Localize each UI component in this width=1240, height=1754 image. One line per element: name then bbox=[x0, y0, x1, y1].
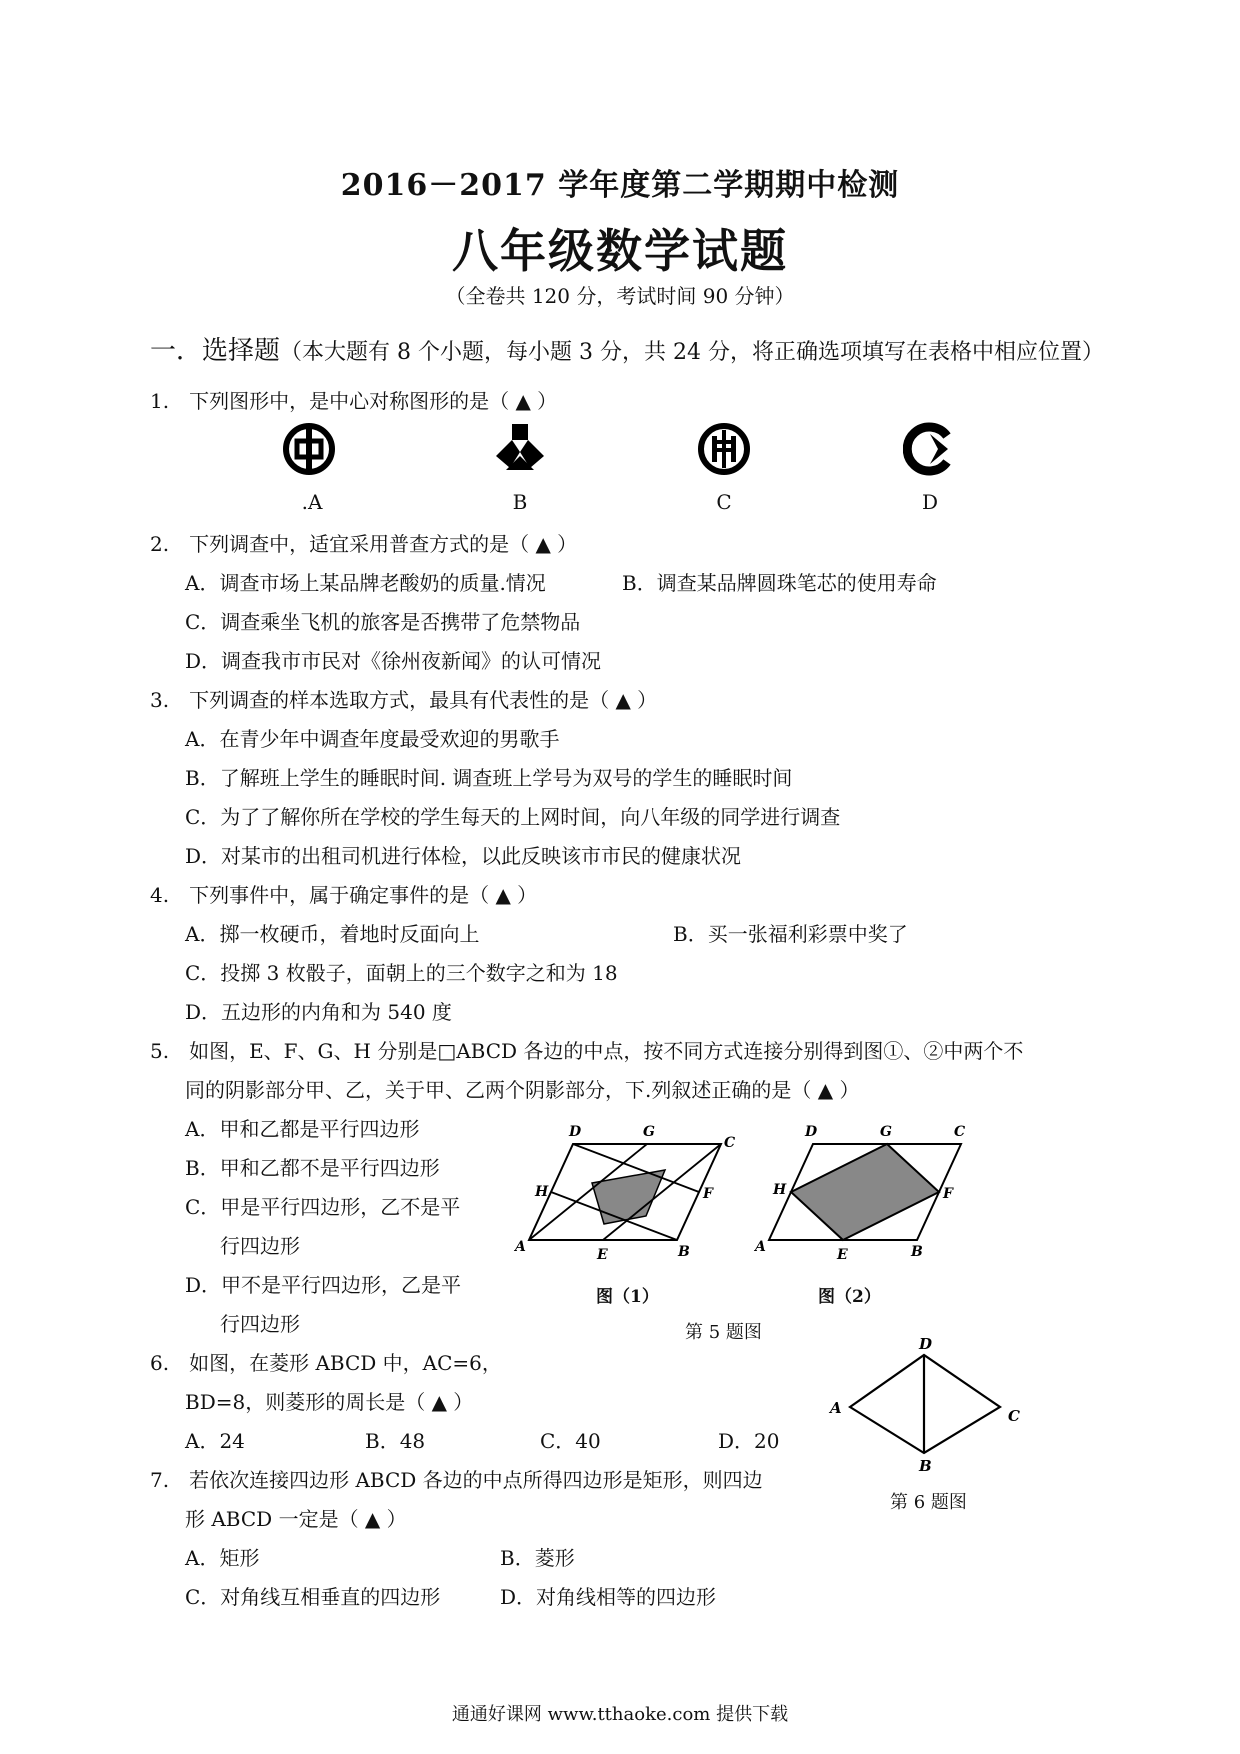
q2-option-b: B．调查某品牌圆珠笔芯的使用寿命 bbox=[622, 571, 937, 595]
q5-option-c-line1: C．甲是平行四边形，乙不是平 bbox=[185, 1195, 461, 1219]
q4-option-d: D．五边形的内角和为 540 度 bbox=[185, 1000, 452, 1024]
q4-option-b: B．买一张福利彩票中奖了 bbox=[673, 922, 908, 946]
q1-stem: 1. 下列图形中，是中心对称图形的是（ ▲ ） bbox=[150, 389, 558, 413]
fig6-point-a: A bbox=[830, 1399, 842, 1417]
fig2-point-h: H bbox=[773, 1182, 787, 1198]
fig1-point-d: D bbox=[569, 1124, 582, 1140]
q6-stem-line1: 6. 如图，在菱形 ABCD 中，AC=6， bbox=[150, 1351, 502, 1375]
q5-figure-caption: 第 5 题图 bbox=[685, 1322, 762, 1343]
q5-option-b: B．甲和乙都不是平行四边形 bbox=[185, 1156, 440, 1180]
fig2-point-a: A bbox=[755, 1239, 766, 1255]
q3-stem: 3. 下列调查的样本选取方式，最具有代表性的是（ ▲ ） bbox=[150, 688, 658, 712]
q7-stem-line1: 7. 若依次连接四边形 ABCD 各边的中点所得四边形是矩形，则四边 bbox=[150, 1468, 763, 1492]
fig6-point-b: B bbox=[919, 1457, 932, 1475]
q4-option-a: A．掷一枚硬币，着地时反面向上 bbox=[185, 922, 480, 946]
section-title: 一．选择题 bbox=[150, 336, 281, 366]
q6-rhombus-figure bbox=[820, 1335, 1030, 1475]
q6-figure-caption: 第 6 题图 bbox=[890, 1492, 967, 1513]
exam-title: 2016－2017 学年度第二学期期中检测 bbox=[340, 168, 900, 203]
q1-label-c: C bbox=[716, 490, 732, 514]
bank-logo-d-icon bbox=[903, 422, 957, 476]
q6-option-d: D．20 bbox=[718, 1429, 780, 1453]
q3-option-b: B．了解班上学生的睡眠时间. 调查班上学号为双号的学生的睡眠时间 bbox=[185, 766, 793, 790]
fig2-point-e: E bbox=[837, 1247, 848, 1263]
q3-option-c: C．为了了解你所在学校的学生每天的上网时间，向八年级的同学进行调查 bbox=[185, 805, 841, 829]
q5-stem-line2: 同的阴影部分甲、乙，关于甲、乙两个阴影部分，下.列叙述正确的是（ ▲ ） bbox=[185, 1078, 860, 1102]
q5-option-c-line2: 行四边形 bbox=[220, 1234, 300, 1258]
exam-note: （全卷共 120 分，考试时间 90 分钟） bbox=[445, 284, 795, 308]
fig2-point-g: G bbox=[880, 1124, 892, 1140]
q7-option-c: C．对角线互相垂直的四边形 bbox=[185, 1585, 441, 1609]
q5-option-d-line2: 行四边形 bbox=[220, 1312, 300, 1336]
q6-option-a: A．24 bbox=[185, 1429, 245, 1453]
fig2-point-b: B bbox=[911, 1244, 923, 1260]
bank-logo-c-icon bbox=[697, 422, 751, 476]
fig1-point-b: B bbox=[678, 1244, 690, 1260]
fig2-point-d: D bbox=[805, 1124, 818, 1140]
q7-option-a: A．矩形 bbox=[185, 1546, 260, 1570]
q1-label-d: D bbox=[921, 490, 939, 514]
section-heading bbox=[150, 330, 1104, 367]
q3-option-a: A．在青少年中调查年度最受欢迎的男歌手 bbox=[185, 727, 560, 751]
q5-option-a: A．甲和乙都是平行四边形 bbox=[185, 1117, 420, 1141]
fig1-point-c: C bbox=[724, 1135, 736, 1151]
fig1-point-f: F bbox=[703, 1186, 713, 1202]
q2-option-d: D．调查我市市民对《徐州夜新闻》的认可情况 bbox=[185, 649, 602, 673]
q5-option-d-line1: D．甲不是平行四边形，乙是平 bbox=[185, 1273, 462, 1297]
q7-stem-line2: 形 ABCD 一定是（ ▲ ） bbox=[185, 1507, 407, 1531]
q7-option-b: B．菱形 bbox=[500, 1546, 575, 1570]
fig2-point-c: C bbox=[954, 1124, 966, 1140]
q3-option-d: D．对某市的出租司机进行体检，以此反映该市市民的健康状况 bbox=[185, 844, 742, 868]
fig2-point-f: F bbox=[943, 1186, 953, 1202]
fig1-point-a: A bbox=[515, 1239, 526, 1255]
section-instruction: （本大题有 8 个小题，每小题 3 分，共 24 分，将正确选项填写在表格中相应位置） bbox=[280, 340, 1104, 365]
q4-stem: 4. 下列事件中，属于确定事件的是（ ▲ ） bbox=[150, 883, 538, 907]
q5-figure-2-caption: 图（2） bbox=[818, 1287, 881, 1307]
q2-stem: 2. 下列调查中，适宜采用普查方式的是（ ▲ ） bbox=[150, 532, 578, 556]
q1-label-b: B bbox=[512, 490, 528, 514]
fig6-point-c: C bbox=[1008, 1407, 1020, 1425]
exam-subject: 八年级数学试题 bbox=[452, 224, 788, 278]
q5-figure-1-caption: 图（1） bbox=[596, 1287, 659, 1307]
q5-figure-2 bbox=[745, 1120, 985, 1270]
q4-option-c: C．投掷 3 枚骰子，面朝上的三个数字之和为 18 bbox=[185, 961, 618, 985]
fig1-point-g: G bbox=[643, 1124, 655, 1140]
q2-option-a: A．调查市场上某品牌老酸奶的质量.情况 bbox=[185, 571, 546, 595]
q5-figure-1 bbox=[505, 1120, 745, 1270]
q6-option-b: B．48 bbox=[365, 1429, 426, 1453]
bank-logo-b-icon bbox=[492, 422, 548, 476]
q2-option-c: C．调查乘坐飞机的旅客是否携带了危禁物品 bbox=[185, 610, 581, 634]
fig1-point-e: E bbox=[597, 1247, 608, 1263]
q5-stem-line1: 5. 如图，E、F、G、H 分别是□ABCD 各边的中点，按不同方式连接分别得到图①、②中两个不 bbox=[150, 1039, 1024, 1063]
page-footer: 通通好课网 www.tthaoke.com 提供下载 bbox=[451, 1704, 789, 1725]
bank-logo-a-icon bbox=[282, 422, 336, 476]
q6-option-c: C．40 bbox=[540, 1429, 601, 1453]
fig1-point-h: H bbox=[535, 1184, 549, 1200]
q1-label-a: .A bbox=[301, 490, 323, 514]
fig6-point-d: D bbox=[919, 1335, 933, 1353]
q6-stem-line2: BD=8，则菱形的周长是（ ▲ ） bbox=[185, 1390, 474, 1414]
q7-option-d: D．对角线相等的四边形 bbox=[500, 1585, 717, 1609]
